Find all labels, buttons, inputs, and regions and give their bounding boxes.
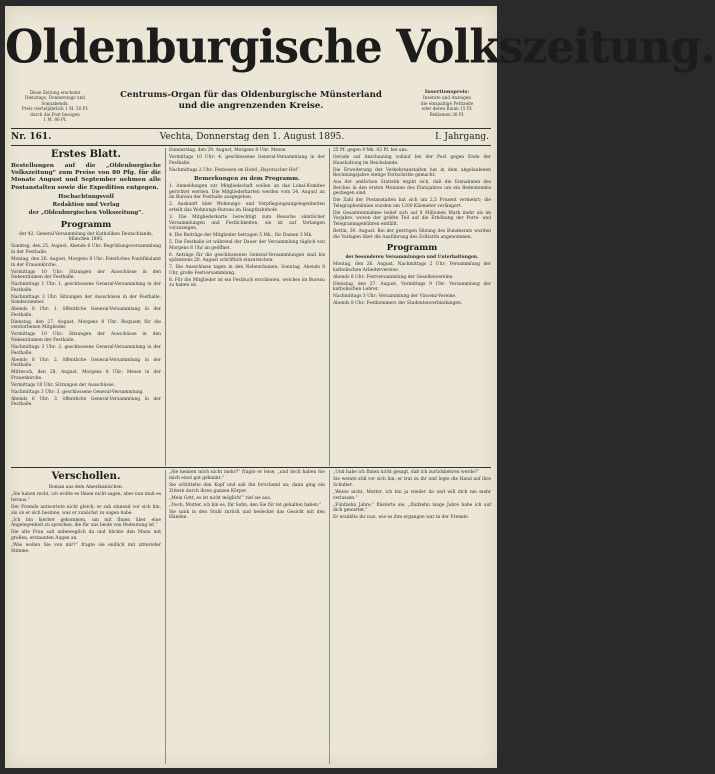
story-paragraph: Sie sank in den Stuhl zurück und bedeckte das Gesicht mit den Händen. — [169, 509, 325, 521]
remark-item: 3. Die Mitgliederkarte berechtigt zum Besuche sämtlicher Versammlungen und Festlichkeiten, sie ist auf Verlangen vorzuzeigen. — [169, 214, 325, 232]
program-item: Vormittags 10 Uhr: 4. geschlossene General-Versammlung in der Festhalle. — [169, 154, 325, 166]
header-rule-bottom — [11, 145, 491, 146]
program-item: Vormittags 10 Uhr: Sitzungen der Ausschüsse in den Nebenräumen der Festhalle. — [11, 269, 161, 281]
feuilleton-column-2 — [169, 470, 325, 764]
program-item: Mittwoch, den 28. August, Morgens 8 Uhr: Messe in der Frauenkirche. — [11, 370, 161, 381]
story-paragraph: Sie weinte still vor sich hin; er trat zu ihr und legte die Hand auf ihre Schulter. — [333, 477, 491, 488]
special-program-title: Programm — [386, 243, 438, 254]
program-item: Montag, den 26. August, Morgens 8 Uhr: Feierliches Pontifikalamt in der Frauenkirche. — [11, 256, 161, 268]
column-3 — [333, 148, 491, 466]
program-subtitle: der 42. General-Versammlung der Katholiken Deutschlands, München 1895. — [19, 231, 153, 243]
article-paragraph: Berlin, 30. August. Bei der gestrigen Sitzung des Bundesrats wurden die Vorlagen über die Ausführung des Zolltarifs angenommen. — [333, 229, 491, 240]
feuilleton-column-3 — [333, 470, 491, 764]
sub-left-line: Dienstags, Donnerstags und Sonnabends. — [24, 95, 85, 106]
column-2 — [169, 148, 325, 466]
story-paragraph: Sie schüttelte den Kopf und sah ihn forschend an; dann ging ein Zittern durch ihren ganzen Körper. — [169, 482, 325, 494]
program-item: Abends 6 Uhr: 2. öffentliche General-Versammlung in der Festhalle. — [11, 357, 161, 369]
notice-redaktion: Redaktion und Verlag — [52, 201, 120, 208]
remark-item: 7. Die Ausschüsse tagen in den Nebenräumen; Sonntag, Abends 8 Uhr, große Festversammlung. — [169, 265, 325, 276]
section-heading: Erstes Blatt. — [50, 149, 122, 160]
article-paragraph: Aus der amtlichen Statistik ergibt sich, daß die Einnahmen des Reiches in den ersten Monaten des Etatsjahres um ein Bedeutendes gestiegen sind. — [333, 180, 491, 197]
sub-left-line: 1 M. 80 Pf. — [43, 117, 67, 123]
story-paragraph: Er erzählte ihr nun, wie es ihm ergangen war in der Fremde. — [333, 515, 470, 521]
column-divider — [165, 148, 166, 466]
special-program-item: Dienstag, den 27. August, Vormittags 9 Uhr: Versammlung der katholischen Lehrer. — [333, 281, 491, 293]
special-program-item: Montag, den 26. August, Nachmittags 2 Uhr: Versammlung der katholischen Arbeitervereine. — [333, 262, 491, 273]
remark-item: 4. Die Beiträge der Mitglieder betragen 5 Mk., für Damen 3 Mk. — [169, 233, 313, 239]
program-item: Abends 6 Uhr: 3. öffentliche General-Versammlung in der Festhalle. — [11, 396, 161, 408]
story-paragraph: „Sie haben recht, ich wollte es Ihnen nicht sagen, aber nun muß es heraus.“ — [11, 492, 161, 503]
issue-number: Nr. 161. — [11, 132, 52, 142]
remarks-title: Bemerkungen zu dem Programm. — [194, 176, 300, 183]
program-item: Nachmittags 3 Uhr: Sitzungen der Ausschüsse in der Festhalle, Sonderzimmer. — [11, 294, 161, 306]
insertion-heading: Insertionspreis: — [424, 89, 470, 95]
subscription-info — [11, 90, 99, 122]
sub-left-line: Diese Zeitung erscheint — [29, 90, 81, 95]
program-item: Nachmittags 1 Uhr: 1. geschlossene General-Versammlung in der Festhalle. — [11, 282, 161, 293]
sub-right-line: Reklamen 30 Pf. — [429, 111, 465, 117]
story-paragraph: Der Fremde antwortete nicht gleich; er sah sinnend vor sich hin, als ob er sich besinne, was er zunächst zu sagen habe. — [11, 504, 161, 516]
place-date: Vechta, Donnerstag den 1. August 1895. — [159, 132, 345, 142]
article-paragraph: Die Erweiterung der Verkehrsanstalten hat in dem abgelaufenen Rechnungsjahre stetige Fortschritte gemacht. — [333, 167, 491, 179]
story-paragraph: „Sie kennen mich nicht mehr?“ fragte er leise, „und doch haben Sie mich einst gut gekannt.“ — [169, 470, 325, 481]
sub-left-line: Preis vierteljährlich 1 M. 50 Pf. — [21, 106, 89, 112]
newspaper-page — [5, 6, 715, 768]
article-paragraph: Gerade auf Anschauung vollauf bei der Post gegen Ende der Haushaltung im Reichslande. — [333, 154, 491, 166]
column-divider — [165, 470, 166, 764]
remark-item: 8. Für die Mitglieder ist ein Festbuch erschienen, welches im Bureau zu haben ist. — [169, 277, 325, 289]
program-item: Dienstag, den 27. August, Morgens 8 Uhr: Requiem für die verstorbenen Mitglieder. — [11, 319, 161, 331]
program-item: Sonntag, den 25. August, Abends 6 Uhr: Begrüßungsversammlung in der Festhalle. — [11, 244, 161, 255]
sub-right-line: die einspaltige Petitzeile — [420, 100, 474, 106]
story-paragraph: Die alte Frau saß unbeweglich da und blickte den Mann mit großen, erstaunten Augen an. — [11, 530, 161, 542]
subtitle-line-2: und die angrenzenden Kreise. — [178, 101, 324, 111]
program-item: Vormittags 10 Uhr: Sitzungen der Ausschüsse in den Nebenräumen der Festhalle. — [11, 332, 161, 344]
notice-redaktion-2: der „Oldenburgischen Volkszeitung“. — [28, 209, 144, 216]
story-paragraph: „Fünfzehn Jahre,“ flüsterte sie, „fünfzehn lange Jahre habe ich auf dich gewartet.“ — [333, 502, 491, 514]
story-paragraph: „Ich bin hierher gekommen, um mit Ihnen über eine Angelegenheit zu sprechen, die für uns beide von Bedeutung ist.“ — [11, 517, 161, 529]
column-divider — [329, 148, 330, 466]
special-program-subtitle: der besonderen Versammlungen und Unterhaltungen. — [345, 255, 479, 261]
masthead-title: Oldenburgische Volkszeitung. — [5, 20, 715, 75]
special-program-item: Abends 8 Uhr: Festversammlung der Gesellenvereine. — [333, 274, 454, 280]
header-rule-top — [11, 128, 491, 129]
article-paragraph: 25 Pf. gegen 9 Mk. 83 Pf. bei uns. — [333, 148, 409, 153]
notice-respect: Hochachtungsvoll — [58, 193, 114, 200]
program-item: Nachmittags 2 Uhr: Festessen im Hotel „Bayerischer Hof“. — [169, 167, 301, 173]
feuilleton-subtitle: Roman aus dem Amerikanischen. — [48, 485, 124, 490]
remark-item: 1. Anmeldungen zur Mitgliedschaft wollen an das Lokal-Komitee gerichtet werden. Die Mitgliederkarten werden vom 24. August an im Bureau der Festhalle ausgegeben. — [169, 184, 325, 201]
program-title: Programm — [60, 219, 112, 230]
insertion-info — [403, 90, 491, 117]
feuilleton-title: Verschollen. — [51, 471, 121, 482]
special-program-item: Nachmittags 3 Uhr: Versammlung der Vincenz-Vereine. — [333, 294, 457, 300]
program-item: Donnerstag, den 29. August, Morgens 8 Uhr: Messe. — [169, 148, 287, 153]
volume-year: I. Jahrgang. — [435, 132, 489, 142]
sub-right-line: Inserate und Anzeigen — [423, 95, 471, 101]
feuilleton-column-1 — [11, 470, 161, 764]
dateline — [11, 130, 491, 144]
program-item: Nachmittags 3 Uhr: 3. geschlossene General-Versammlung. — [11, 389, 144, 395]
story-paragraph: „Weine nicht, Mutter, ich bin ja wieder da und will dich nie mehr verlassen.“ — [333, 489, 491, 501]
article-paragraph: Die Gesamteinnahme belief sich auf 8 Millionen Mark mehr als im Vorjahre, wovon der größte Teil auf die Erhöhung der Porto- und Telegrammgebühren entfällt. — [333, 210, 491, 228]
program-item: Vormittags 10 Uhr: Sitzungen der Ausschüsse. — [11, 382, 115, 388]
paper-subtitle — [113, 90, 389, 112]
subscription-notice: Bestellungen auf die „Oldenburgische Volkszeitung“ zum Preise von 80 Pfg. für die Monate August und September nehmen alle Postanstalten sowie die Expedition entgegen. — [11, 163, 161, 191]
remark-item: 6. Anträge für die geschlossenen General-Versammlungen sind bis spätestens 20. August schriftlich einzureichen. — [169, 252, 325, 264]
story-paragraph: „Und habe ich Ihnen nicht gesagt, daß ich zurückkehren werde?“ — [333, 470, 480, 475]
column-divider — [329, 470, 330, 764]
column-1 — [11, 148, 161, 466]
sub-right-line: oder deren Raum 15 Pf. — [421, 106, 473, 112]
remark-item: 2. Auskunft über Wohnungs- und Verpflegungsangelegenheiten erteilt das Wohnungs-Bureau im Hauptbahnhofe. — [169, 202, 325, 213]
subtitle-line-1: Centrums-Organ für das Oldenburgische Münsterland — [120, 90, 382, 100]
story-paragraph: „Was wollen Sie von mir?“ fragte sie endlich mit zitternder Stimme. — [11, 543, 161, 554]
remark-item: 5. Die Festhalle ist während der Dauer der Versammlung täglich von Morgens 8 Uhr an geöffnet. — [169, 240, 325, 251]
feuilleton-rule — [11, 467, 491, 468]
sub-left-line: durch die Post bezogen — [30, 111, 80, 117]
program-item: Nachmittags 3 Uhr: 2. geschlossene General-Versammlung in der Festhalle. — [11, 345, 161, 356]
story-paragraph: „Doch, Mutter, ich bin es, Ihr Sohn, den Sie für tot gehalten haben.“ — [169, 502, 322, 508]
article-paragraph: Die Zahl der Postanstalten hat sich um 2,5 Prozent vermehrt; die Telegraphenlinien wurden um 1200 Kilometer verlängert. — [333, 198, 491, 209]
special-program-item: Abends 8 Uhr: Festkommers der Studentenverbindungen. — [333, 301, 463, 307]
story-paragraph: „Mein Gott, es ist nicht möglich!“ rief sie aus. — [169, 495, 272, 501]
program-item: Abends 6 Uhr: 1. öffentliche General-Versammlung in der Festhalle. — [11, 307, 161, 318]
